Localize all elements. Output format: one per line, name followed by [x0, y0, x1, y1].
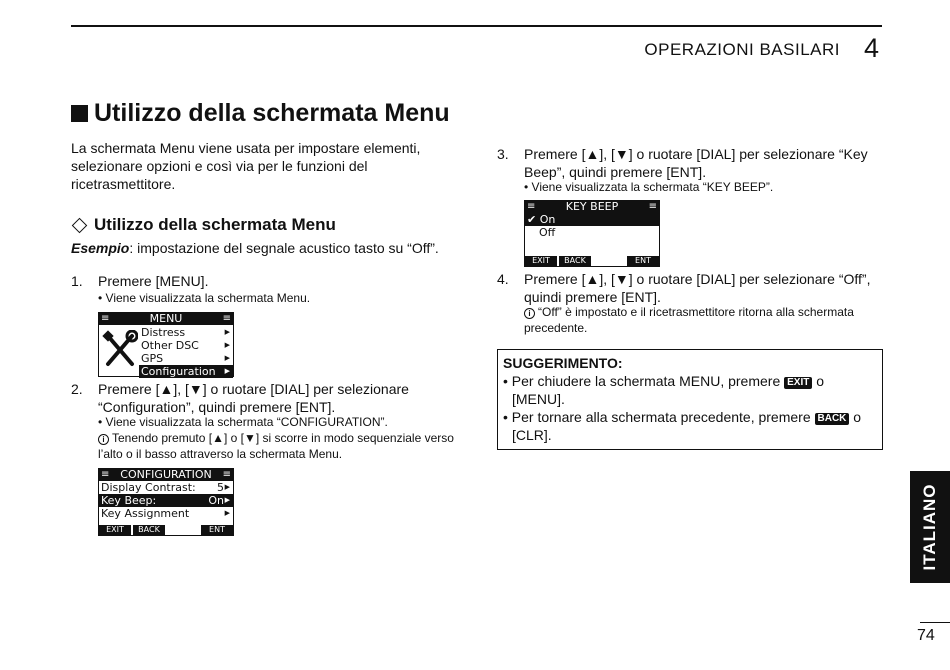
- ent-softkey[interactable]: ENT: [201, 525, 233, 535]
- exit-key-icon: EXIT: [784, 377, 812, 389]
- page-title-text: Utilizzo della schermata Menu: [94, 99, 450, 127]
- lcd-menu-screen: [98, 312, 234, 377]
- language-tab: [910, 471, 950, 583]
- ent-softkey[interactable]: ENT: [627, 256, 659, 266]
- menu-lines-icon: ≡: [101, 313, 110, 324]
- lcd-title: KEY BEEP: [565, 200, 619, 213]
- option-on[interactable]: ✔ On: [525, 213, 659, 226]
- lcd-key-beep-screen: [524, 200, 660, 267]
- tools-icon: [102, 330, 138, 370]
- step-note: i Tenendo premuto [▲] o [▼] si scorre in modo sequenziale verso l’alto o il basso attraverso la schermata Menu.: [98, 431, 454, 461]
- menu-lines-icon: ≡: [222, 469, 231, 480]
- language-tab-label: ITALIANO: [920, 483, 939, 571]
- info-icon: i: [524, 308, 535, 319]
- softkey-bar: [99, 525, 233, 535]
- example-text: : impostazione del segnale acustico tasto su “Off”.: [129, 240, 439, 256]
- step-number: 3.: [497, 146, 509, 162]
- step-number: 2.: [71, 381, 83, 397]
- arrow-right-icon: ▶: [224, 496, 230, 504]
- subsection-title: [71, 215, 336, 235]
- example-label: Esempio: [71, 240, 130, 256]
- lcd-title-bar: [99, 313, 233, 325]
- exit-softkey[interactable]: EXIT: [99, 525, 131, 535]
- step-text: Premere [▲], [▼] o ruotare [DIAL] per selezionare “Configuration”, quindi premere [ENT].: [98, 381, 409, 415]
- arrow-right-icon: ▶: [224, 483, 230, 491]
- arrow-right-icon: ▶: [224, 509, 230, 517]
- tip-line-1: • Per chiudere la schermata MENU, premere EXIT o [MENU].: [503, 373, 825, 407]
- menu-item-distress[interactable]: Distress ▶: [141, 326, 230, 339]
- option-off[interactable]: Off: [539, 226, 556, 239]
- config-row-display-contrast[interactable]: Display Contrast: 5 ▶: [101, 481, 230, 494]
- square-bullet-icon: [71, 105, 88, 122]
- arrow-right-icon: ▶: [224, 341, 230, 349]
- back-softkey[interactable]: BACK: [559, 256, 591, 266]
- chapter-number: 4: [864, 33, 880, 63]
- step-number: 1.: [71, 273, 83, 289]
- step-number: 4.: [497, 271, 509, 287]
- step-note: i “Off” è impostato e il ricetrasmettitore ritorna alla schermata precedente.: [524, 305, 854, 335]
- config-row-key-beep[interactable]: Key Beep: On ▶: [99, 494, 233, 507]
- page-number-rule: [920, 622, 950, 623]
- info-icon: i: [98, 434, 109, 445]
- section-title: OPERAZIONI BASILARI: [644, 40, 840, 59]
- step-text: Premere [MENU].: [98, 273, 209, 289]
- back-key-icon: BACK: [815, 413, 850, 425]
- step-bullet: • Viene visualizzata la schermata “CONFIGURATION”.: [98, 415, 388, 429]
- lcd-title: CONFIGURATION: [120, 468, 212, 481]
- subsection-title-text: Utilizzo della schermata Menu: [94, 215, 336, 234]
- step-text: Premere [▲], [▼] o ruotare [DIAL] per selezionare “Key Beep”, quindi premere [ENT].: [524, 146, 868, 180]
- header-rule: [71, 25, 882, 27]
- menu-item-gps[interactable]: GPS ▶: [141, 352, 230, 365]
- lcd-title: MENU: [149, 312, 183, 325]
- lcd-configuration-screen: [98, 468, 234, 536]
- diamond-icon: [72, 217, 88, 233]
- back-softkey[interactable]: BACK: [133, 525, 165, 535]
- tip-title: SUGGERIMENTO:: [503, 355, 623, 371]
- menu-item-configuration[interactable]: Configuration ▶: [139, 365, 233, 378]
- menu-lines-icon: ≡: [648, 201, 657, 212]
- softkey-bar: [525, 256, 659, 266]
- menu-lines-icon: ≡: [527, 201, 536, 212]
- lcd-title-bar: [99, 469, 233, 481]
- example-line: [71, 239, 471, 257]
- menu-lines-icon: ≡: [101, 469, 110, 480]
- step-bullet: • Viene visualizzata la schermata “KEY BEEP”.: [524, 180, 774, 194]
- step-text: Premere [▲], [▼] o ruotare [DIAL] per selezionare “Off”, quindi premere [ENT].: [524, 271, 871, 305]
- checkmark-icon: ✔: [527, 213, 537, 226]
- page-title: [71, 99, 450, 128]
- lcd-title-bar: [525, 201, 659, 213]
- menu-lines-icon: ≡: [222, 313, 231, 324]
- config-row-key-assignment[interactable]: Key Assignment ▶: [101, 507, 230, 520]
- arrow-right-icon: ▶: [224, 367, 230, 375]
- tip-box: [497, 349, 883, 450]
- arrow-right-icon: ▶: [224, 354, 230, 362]
- intro-paragraph: La schermata Menu viene usata per impostare elementi, selezionare opzioni e così via per le funzioni del ricetrasmettitore.: [71, 140, 421, 192]
- menu-item-other-dsc[interactable]: Other DSC ▶: [141, 339, 230, 352]
- tip-line-2: • Per tornare alla schermata precedente, premere BACK o [CLR].: [503, 409, 862, 443]
- exit-softkey[interactable]: EXIT: [525, 256, 557, 266]
- step-bullet: • Viene visualizzata la schermata Menu.: [98, 291, 311, 305]
- arrow-right-icon: ▶: [224, 328, 230, 336]
- page-number: 74: [917, 627, 935, 644]
